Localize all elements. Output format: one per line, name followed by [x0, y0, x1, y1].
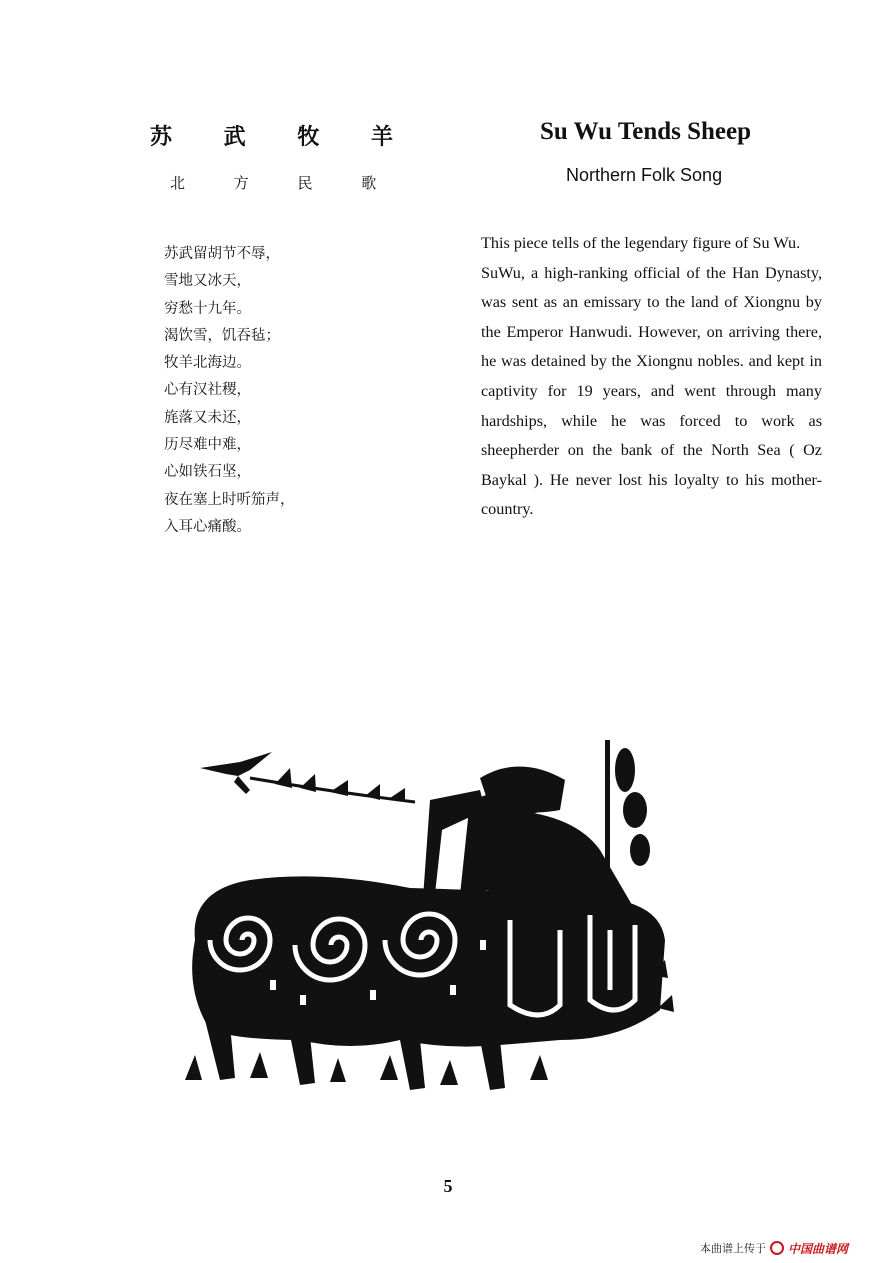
lyric-line: 渴饮雪，饥吞毡； [164, 327, 280, 344]
english-description [481, 229, 822, 525]
site-logo-icon [770, 1241, 784, 1255]
lyric-line: 夜在塞上时听笳声， [164, 491, 295, 508]
chinese-title: 苏 武 牧 羊 [150, 124, 415, 150]
watermark-site-name: 中国曲谱网 [788, 1241, 849, 1256]
lyric-line: 历尽难中难， [164, 437, 251, 454]
lyric-line: 牧羊北海边。 [164, 355, 251, 372]
papercut-illustration [180, 740, 680, 1100]
description-paragraph: This piece tells of the legendary figure of Su Wu. [481, 234, 801, 252]
lyric-line: 心有汉社稷， [164, 382, 251, 399]
ram-icon [192, 876, 665, 1090]
site-watermark [700, 1238, 885, 1258]
lyric-line: 心如铁石坚， [164, 464, 251, 481]
lyric-line: 入耳心痛酸。 [164, 518, 251, 535]
chinese-subtitle: 北 方 民 歌 [170, 174, 399, 192]
english-subtitle: Northern Folk Song [566, 165, 723, 185]
watermark-text: 本曲谱上传于 [700, 1242, 766, 1255]
chinese-lyrics [164, 241, 364, 541]
lyric-line: 旄落又未还， [164, 409, 251, 426]
lyric-line: 穷愁十九年。 [164, 300, 251, 317]
english-title: Su Wu Tends Sheep [540, 118, 752, 145]
description-paragraph: SuWu, a high-ranking official of the Han Dynasty, was sent as an emissary to the land of Xiongnu by the Emperor Hanwudi. However, on arriving there, he was detained by the Xiongnu nobles. and kept in captivity for 19 years, and went through many hardships, while he was forced to work as sheepherder on the bank of the North Sea ( Oz Baykal ). He never lost his loyalty to his mother-country. [481, 263, 822, 519]
bird-icon [200, 752, 272, 794]
lyric-line: 苏武留胡节不辱， [164, 246, 280, 262]
reed-branch [250, 778, 415, 802]
staff-icon [605, 740, 650, 880]
lyric-line: 雪地又冰天， [164, 273, 251, 290]
page-number: 5 [443, 1176, 453, 1196]
